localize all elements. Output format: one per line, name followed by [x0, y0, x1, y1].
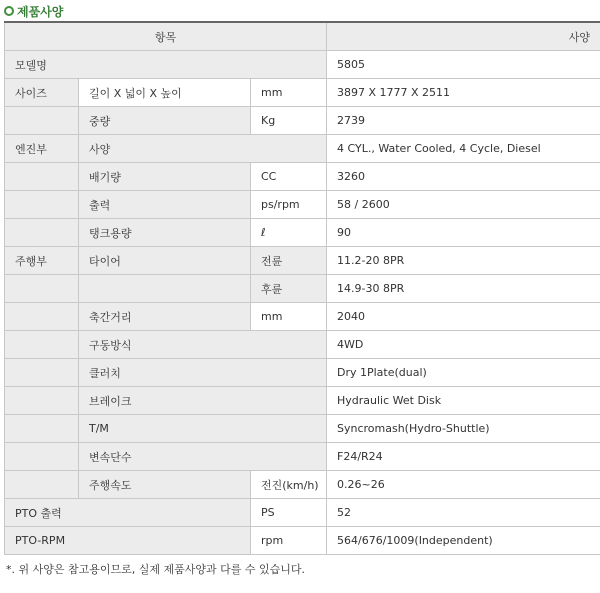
- table-row: [5, 135, 600, 163]
- table-row: [5, 51, 600, 79]
- row-label: 브레이크: [79, 387, 327, 415]
- row-label: 출력: [79, 191, 251, 219]
- group-spacer: [5, 163, 79, 191]
- row-unit: rpm: [251, 527, 327, 555]
- row-label: 클러치: [79, 359, 327, 387]
- group-spacer: [5, 303, 79, 331]
- row-unit: mm: [251, 303, 327, 331]
- row-label: 길이 X 넓이 X 높이: [79, 79, 251, 107]
- row-unit: CC: [251, 163, 327, 191]
- table-row: [5, 527, 600, 555]
- row-label: 주행속도: [79, 471, 251, 499]
- section-title-text: 제품사양: [17, 4, 64, 19]
- row-value: F24/R24: [327, 443, 600, 471]
- section-title: [4, 3, 63, 19]
- group-label: 사이즈: [5, 79, 79, 107]
- row-unit: 후륜: [251, 275, 327, 303]
- row-unit: Kg: [251, 107, 327, 135]
- row-unit: mm: [251, 79, 327, 107]
- group-spacer: [5, 415, 79, 443]
- row-value: 4WD: [327, 331, 600, 359]
- row-value: Dry 1Plate(dual): [327, 359, 600, 387]
- group-spacer: [5, 443, 79, 471]
- row-label: 탱크용량: [79, 219, 251, 247]
- row-value: 58 / 2600: [327, 191, 600, 219]
- spec-table: [4, 21, 600, 555]
- table-row: [5, 275, 600, 303]
- group-label: 엔진부: [5, 135, 79, 163]
- group-spacer: [5, 275, 79, 303]
- row-value: 11.2-20 8PR: [327, 247, 600, 275]
- row-label: T/M: [79, 415, 327, 443]
- group-spacer: [5, 191, 79, 219]
- row-value: 5805: [327, 51, 600, 79]
- row-unit: 전진(km/h): [251, 471, 327, 499]
- row-value: 90: [327, 219, 600, 247]
- row-label: 사양: [79, 135, 327, 163]
- row-unit: 전륜: [251, 247, 327, 275]
- group-label: 주행부: [5, 247, 79, 275]
- table-row: [5, 471, 600, 499]
- disclaimer-note: *. 위 사양은 참고용이므로, 실제 제품사양과 다를 수 있습니다.: [6, 563, 305, 576]
- row-label: PTO-RPM: [5, 527, 251, 555]
- header-spec: 사양: [327, 22, 600, 51]
- table-row: [5, 387, 600, 415]
- circle-bullet-icon: [4, 6, 14, 16]
- table-row: [5, 359, 600, 387]
- group-spacer: [5, 471, 79, 499]
- table-row: [5, 79, 600, 107]
- row-value: 3260: [327, 163, 600, 191]
- table-row: [5, 499, 600, 527]
- table-row: [5, 303, 600, 331]
- row-label-spacer: [79, 275, 251, 303]
- table-row: [5, 443, 600, 471]
- group-spacer: [5, 219, 79, 247]
- table-header-row: [5, 22, 600, 51]
- table-row: [5, 107, 600, 135]
- header-item: 항목: [5, 22, 327, 51]
- table-row: [5, 331, 600, 359]
- row-value: Syncromash(Hydro-Shuttle): [327, 415, 600, 443]
- row-value: 3897 X 1777 X 2511: [327, 79, 600, 107]
- row-value: 52: [327, 499, 600, 527]
- row-value: 0.26~26: [327, 471, 600, 499]
- row-value: 4 CYL., Water Cooled, 4 Cycle, Diesel: [327, 135, 600, 163]
- table-row: [5, 247, 600, 275]
- row-label: 배기량: [79, 163, 251, 191]
- row-unit: ps/rpm: [251, 191, 327, 219]
- row-value: 2739: [327, 107, 600, 135]
- row-label: 모델명: [5, 51, 327, 79]
- row-label: 중량: [79, 107, 251, 135]
- row-value: 14.9-30 8PR: [327, 275, 600, 303]
- row-value: 2040: [327, 303, 600, 331]
- table-row: [5, 219, 600, 247]
- row-value: Hydraulic Wet Disk: [327, 387, 600, 415]
- row-value: 564/676/1009(Independent): [327, 527, 600, 555]
- row-unit: ℓ: [251, 219, 327, 247]
- group-spacer: [5, 359, 79, 387]
- table-row: [5, 163, 600, 191]
- group-spacer: [5, 107, 79, 135]
- group-spacer: [5, 387, 79, 415]
- group-spacer: [5, 331, 79, 359]
- row-unit: PS: [251, 499, 327, 527]
- row-label: 축간거리: [79, 303, 251, 331]
- table-row: [5, 191, 600, 219]
- table-row: [5, 415, 600, 443]
- row-label: 타이어: [79, 247, 251, 275]
- row-label: 구동방식: [79, 331, 327, 359]
- row-label: 변속단수: [79, 443, 327, 471]
- row-label: PTO 출력: [5, 499, 251, 527]
